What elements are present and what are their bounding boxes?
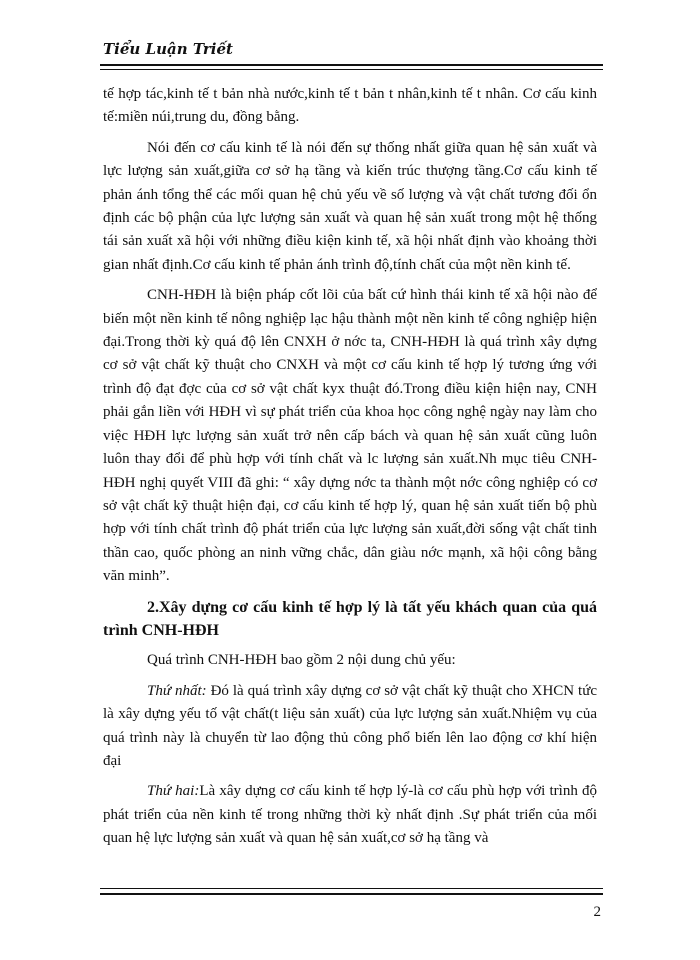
- paragraph-1: tế hợp tác,kinh tế t bản nhà nước,kinh tế t bản t nhân,kinh tế t nhân. Cơ cấu kinh tế:miền núi,trung du, đồng bằng.: [103, 86, 597, 126]
- paragraph-3: CNH-HĐH là biện pháp cốt lõi của bất cứ hình thái kinh tế xã hội nào để biến một nền kinh tế nông nghiệp lạc hậu thành một nền kinh tế công nghiệp hiện đại.Trong thời kỳ quá độ lên CNXH ở nớc ta, CNH-HĐH là quá trình xây dựng cơ sở vật chất kỹ thuật cho CNXH và một cơ cấu kinh tế hợp lý tương ứng với trình độ đạt đợc của cơ sở vật chất kyx thuật đó.Trong điều kiện hiện nay, CNH phải gắn liền với HĐH vì sự phát triển của khoa học công nghệ ngày nay làm cho việc HĐH lực lượng sản xuất trở nên cấp bách và quan hệ sản xuất cũng luôn luôn thay đổi để phù hợp với tính chất và lc lượng sản xuất.Nh mục tiêu CNH-HĐH nghị quyết VIII đã ghi: “ xây dựng nớc ta thành một nớc công nghiệp có cơ sở vật chất kỹ thuật hiện đại, cơ cấu kinh tế hợp lý, quan hệ sản xuất tiến bộ phù hợp với tính chất trình độ phát triển của lực lượng sản xuất,đời sống vật chất tinh thần cao, quốc phòng an ninh vững chắc, dân giàu nớc mạnh, xã hội công bằng văn minh”.: [103, 287, 597, 585]
- header-rule-thin: [100, 69, 603, 70]
- paragraph-6-text: Là xây dựng cơ cấu kinh tế hợp lý-là cơ cấu phù hợp với trình độ phát triển của nền kinh tế trong những thời kỳ nhất định .Sự phát triển của mối quan hệ lực lượng sản xuất và quan hệ sản xuất,cơ sở hạ tầng và: [103, 783, 597, 847]
- paragraph-2: Nói đến cơ cấu kinh tế là nói đến sự thống nhất giữa quan hệ sản xuất và lực lượng sản xuất,giữa cơ sở hạ tầng và kiến trúc thượng tầng.Cơ cấu kinh tế phản ánh tổng thể các mối quan hệ chủ yếu về số lượng và vật chất tương đối ổn định các bộ phận của lực lượng sản xuất và quan hệ sản xuất trong một hệ thống tái sản xuất xã hội với những điều kiện kinh tế, xã hội nhất định vào khoảng thời gian nhất định.Cơ cấu kinh tế phản ánh trình độ,tính chất của một nền kinh tế.: [103, 139, 597, 273]
- paragraph-6: [103, 780, 597, 850]
- label-second: Thứ hai:: [147, 783, 200, 800]
- label-first: Thứ nhất:: [147, 682, 207, 699]
- footer-rule-thin: [100, 888, 603, 889]
- paragraph-5-text: Đó là quá trình xây dựng cơ sở vật chất kỹ thuật cho XHCN tức là xây dựng yếu tố vật chất(t liệu sản xuất) của lực lượng sản xuất.Nhiệm vụ của quá trình này là chuyển từ lao động thủ công phổ biến lên lao động cơ khí hiện đại: [103, 682, 598, 769]
- header-title: Tiểu Luận Triết: [103, 40, 233, 58]
- section-heading: 2.Xây dựng cơ cấu kinh tế hợp lý là tất yếu khách quan của quá trình CNH-HĐH: [103, 598, 597, 639]
- footer-rule-thick: [100, 893, 603, 895]
- paragraph-5: [103, 680, 597, 774]
- body-text: [103, 83, 597, 858]
- header-rule-thick: [100, 64, 603, 66]
- paragraph-4: Quá trình CNH-HĐH bao gồm 2 nội dung chủ yếu:: [147, 652, 456, 669]
- page-number: 2: [593, 904, 601, 920]
